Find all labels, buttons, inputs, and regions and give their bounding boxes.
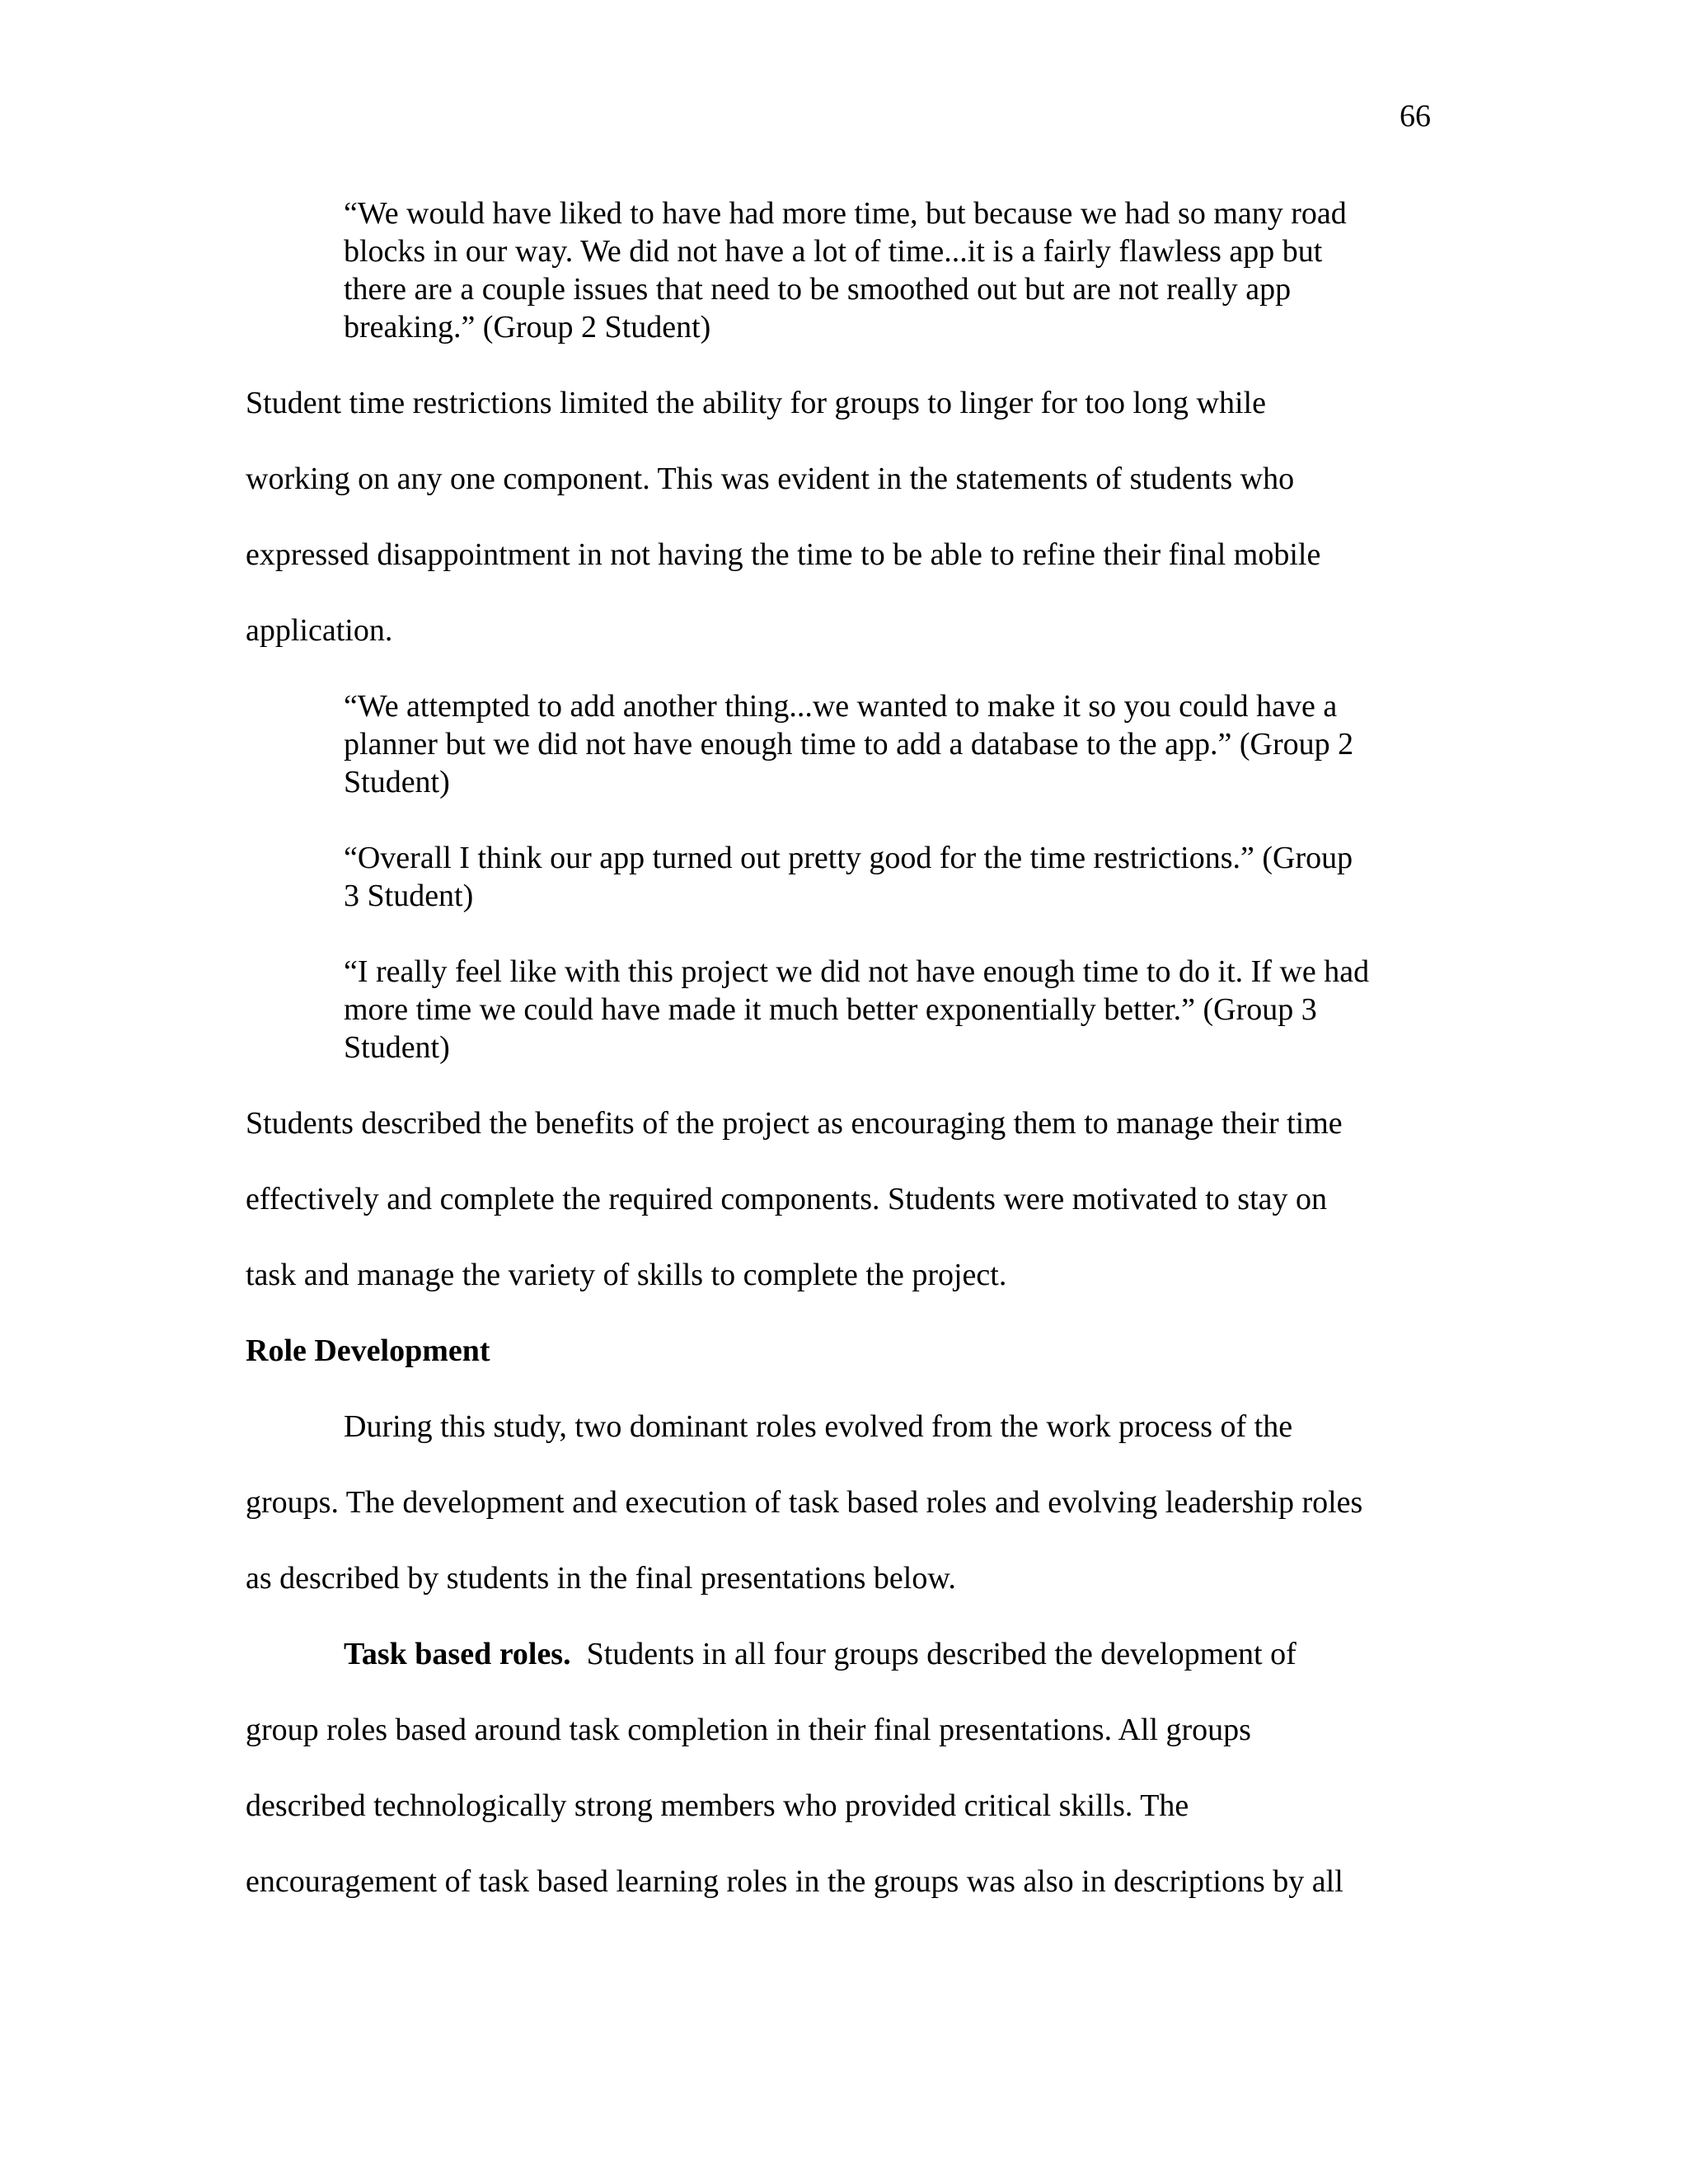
- subsection-heading: Task based roles.: [344, 1637, 571, 1671]
- body-text-run: Students in all four groups described the development of: [570, 1637, 1296, 1671]
- body-text-line: [344, 1635, 1296, 1673]
- block-quote-line: Student): [344, 765, 450, 799]
- block-quote-line: “We attempted to add another thing...we wanted to make it so you could have a: [344, 689, 1338, 724]
- body-text-line: encouragement of task based learning roles in the groups was also in descriptions by all: [246, 1864, 1343, 1899]
- block-quote-line: “Overall I think our app turned out pretty good for the time restrictions.” (Group: [344, 841, 1353, 875]
- block-quote-line: there are a couple issues that need to be smoothed out but are not really app: [344, 272, 1292, 307]
- block-quote-line: “I really feel like with this project we did not have enough time to do it. If we had: [344, 954, 1370, 989]
- body-text-line: application.: [246, 613, 393, 648]
- block-quote-line: more time we could have made it much better exponentially better.” (Group 3: [344, 992, 1317, 1027]
- section-heading: Role Development: [246, 1333, 490, 1368]
- block-quote-line: Student): [344, 1030, 450, 1065]
- body-text-line: working on any one component. This was evident in the statements of students who: [246, 462, 1295, 496]
- body-text-line: Students described the benefits of the project as encouraging them to manage their time: [246, 1106, 1343, 1141]
- body-text-line: expressed disappointment in not having the time to be able to refine their final mobile: [246, 537, 1321, 572]
- block-quote-line: blocks in our way. We did not have a lot of time...it is a fairly flawless app but: [344, 234, 1323, 269]
- block-quote-line: planner but we did not have enough time to add a database to the app.” (Group 2: [344, 727, 1354, 762]
- body-text-line: groups. The development and execution of task based roles and evolving leadership roles: [246, 1485, 1363, 1520]
- block-quote-line: “We would have liked to have had more time, but because we had so many road: [344, 196, 1347, 231]
- body-text-line: Student time restrictions limited the ability for groups to linger for too long while: [246, 386, 1266, 420]
- block-quote-line: breaking.” (Group 2 Student): [344, 310, 711, 344]
- body-text-line: effectively and complete the required components. Students were motivated to stay on: [246, 1182, 1328, 1216]
- body-text-line: task and manage the variety of skills to complete the project.: [246, 1258, 1007, 1292]
- block-quote-line: 3 Student): [344, 879, 474, 913]
- body-text-line: described technologically strong members who provided critical skills. The: [246, 1788, 1189, 1823]
- page-number: 66: [1400, 99, 1431, 134]
- body-text-line: During this study, two dominant roles evolved from the work process of the: [344, 1409, 1293, 1444]
- body-text-line: group roles based around task completion in their final presentations. All groups: [246, 1713, 1251, 1747]
- body-text-line: as described by students in the final presentations below.: [246, 1561, 956, 1596]
